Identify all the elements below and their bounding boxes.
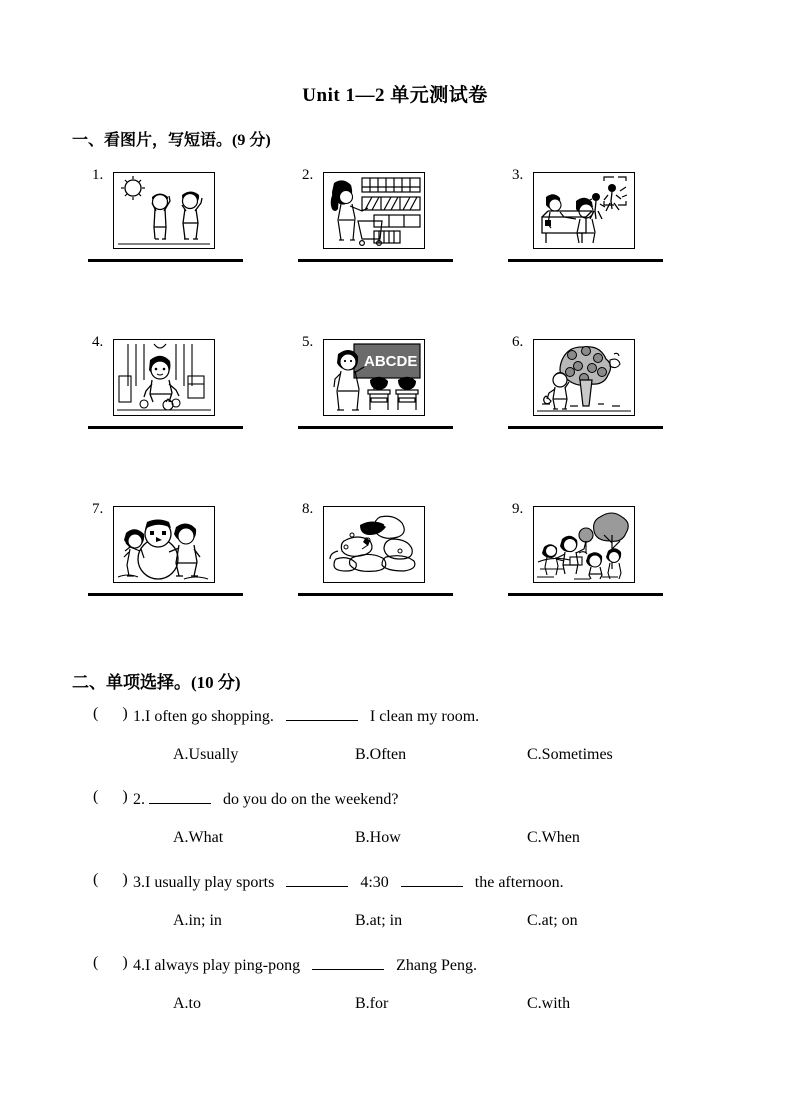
picture-number: 3.: [512, 167, 524, 183]
mc-option-a-3[interactable]: A.in; in: [173, 912, 222, 929]
mc-options-2: [0, 829, 790, 853]
child-picking-apples-from-tree-icon: [534, 340, 634, 415]
picture-number: 7.: [92, 501, 104, 517]
mc-blank-4[interactable]: [312, 954, 384, 970]
mc-options-4: [0, 995, 790, 1019]
children-making-a-snowman-icon: [114, 507, 214, 582]
answer-line-4[interactable]: [88, 426, 243, 429]
mc-question-2: [0, 788, 790, 871]
mc-option-c-1[interactable]: C.Sometimes: [527, 746, 613, 763]
picture-number: 8.: [302, 501, 314, 517]
answer-line-7[interactable]: [88, 593, 243, 596]
mc-stem-part1: I always play ping-pong: [145, 957, 301, 974]
mc-option-b-2[interactable]: B.How: [355, 829, 401, 846]
family-picnic-under-tree-icon: [534, 507, 634, 582]
mc-option-b-4[interactable]: B.for: [355, 995, 389, 1012]
answer-line-1[interactable]: [88, 259, 243, 262]
picture-row: [0, 160, 790, 327]
picture-box-picking-apples: [533, 339, 635, 416]
picture-number: 1.: [92, 167, 104, 183]
picture-number: 4.: [92, 334, 104, 350]
mc-stem-2: [133, 788, 399, 809]
answer-line-9[interactable]: [508, 593, 663, 596]
mc-stem-part2: 4:30: [360, 874, 389, 891]
mc-option-a-4[interactable]: A.to: [173, 995, 201, 1012]
mc-stem-part1: I usually play sports: [145, 874, 275, 891]
mc-stem-part3: the afternoon.: [474, 874, 564, 891]
answer-bracket-2[interactable]: ( ): [93, 788, 128, 805]
picture-box-cleaning-room: [113, 339, 215, 416]
mc-number: 3.: [133, 874, 145, 891]
answer-line-6[interactable]: [508, 426, 663, 429]
section-heading-picture-phrases: 一、看图片，写短语。(9 分): [72, 132, 271, 149]
mc-option-b-1[interactable]: B.Often: [355, 746, 407, 763]
mc-number: 4.: [133, 957, 145, 974]
picture-number: 9.: [512, 501, 524, 517]
picture-row: [0, 327, 790, 494]
blackboard-text: ABCDE: [364, 353, 418, 370]
picture-box-snowman: [113, 506, 215, 583]
mc-number: 2.: [133, 791, 145, 808]
teacher-at-blackboard-with-students-icon: [324, 340, 424, 415]
picture-number: 2.: [302, 167, 314, 183]
child-cleaning-room-indoors-icon: [114, 340, 214, 415]
mc-option-c-2[interactable]: C.When: [527, 829, 580, 846]
mc-option-c-3[interactable]: C.at; on: [527, 912, 578, 929]
mc-question-3: [0, 871, 790, 954]
answer-line-5[interactable]: [298, 426, 453, 429]
mc-question-1: [0, 705, 790, 788]
picture-phrase-grid: [0, 160, 790, 661]
picture-box-shopping: [323, 172, 425, 249]
page-title: Unit 1—2 单元测试卷: [302, 85, 488, 106]
mc-blank-3a[interactable]: [286, 871, 348, 887]
mc-option-a-1[interactable]: A.Usually: [173, 746, 239, 763]
picture-box-autumn-leaves: [323, 506, 425, 583]
mc-blank-1[interactable]: [286, 705, 358, 721]
picture-number: 5.: [302, 334, 314, 350]
people-watching-performance-at-table-icon: [534, 173, 634, 248]
answer-line-3[interactable]: [508, 259, 663, 262]
girl-shopping-at-supermarket-shelves-icon: [324, 173, 424, 248]
mc-options-3: [0, 912, 790, 936]
mc-option-c-4[interactable]: C.with: [527, 995, 571, 1012]
mc-options-1: [0, 746, 790, 770]
mc-stem-part2: Zhang Peng.: [396, 957, 477, 974]
pile-of-autumn-leaves-icon: [324, 507, 424, 582]
picture-box-picnic: [533, 506, 635, 583]
picture-number: 6.: [512, 334, 524, 350]
answer-line-8[interactable]: [298, 593, 453, 596]
multiple-choice-list: [0, 705, 790, 1037]
picture-box-classroom: [323, 339, 425, 416]
answer-bracket-1[interactable]: ( ): [93, 705, 128, 722]
answer-bracket-4[interactable]: ( ): [93, 954, 128, 971]
section-heading-multiple-choice: 二、单项选择。(10 分): [72, 673, 241, 692]
mc-stem-1: [133, 705, 479, 726]
mc-option-b-3[interactable]: B.at; in: [355, 912, 403, 929]
mc-stem-3: [133, 871, 564, 892]
mc-stem-part1: I often go shopping.: [145, 708, 274, 725]
picture-box-performance: [533, 172, 635, 249]
mc-stem-part2: do you do on the weekend?: [223, 791, 399, 808]
answer-line-2[interactable]: [298, 259, 453, 262]
mc-blank-3b[interactable]: [401, 871, 463, 887]
mc-question-4: [0, 954, 790, 1037]
mc-blank-2[interactable]: [149, 788, 211, 804]
mc-stem-part2: I clean my room.: [369, 708, 480, 725]
answer-bracket-3[interactable]: ( ): [93, 871, 128, 888]
two-children-exercising-outdoors-with-sun-icon: [114, 173, 214, 248]
picture-box-exercising: [113, 172, 215, 249]
mc-number: 1.: [133, 708, 145, 725]
picture-row: [0, 494, 790, 661]
mc-stem-4: [133, 954, 477, 975]
mc-option-a-2[interactable]: A.What: [173, 829, 224, 846]
